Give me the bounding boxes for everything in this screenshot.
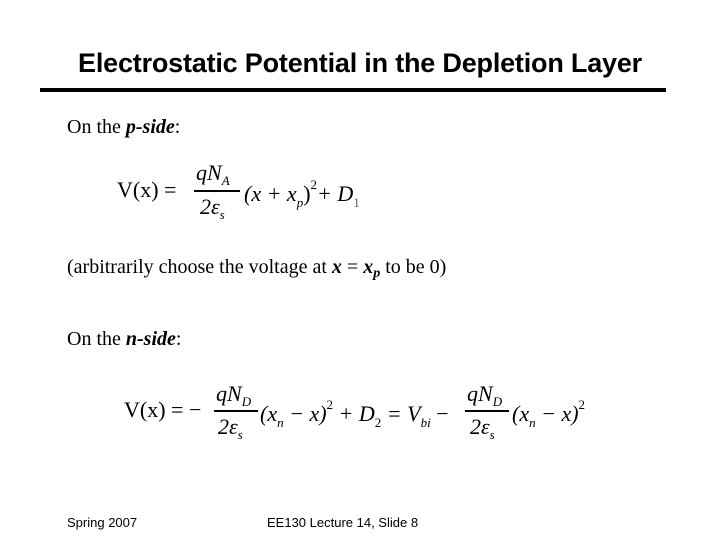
footer-lecture: EE130 Lecture 14, Slide 8 xyxy=(267,515,419,530)
eq2-denominator: $2\varepsilon_s$ xyxy=(218,414,243,442)
eq2-lhs: V(x) = − xyxy=(124,397,202,422)
eq2-denominator-2: $2\varepsilon_s$ xyxy=(470,414,495,442)
eq2-fraction-bar xyxy=(214,410,258,412)
n-side-prefix: On the xyxy=(67,328,126,350)
n-side-label: n-side xyxy=(125,328,176,350)
p-side-colon: : xyxy=(174,116,181,138)
footer-date: Spring 2007 xyxy=(67,515,138,530)
note-xp-sub: p xyxy=(373,266,381,281)
note-prefix: (arbitrarily choose the voltage at xyxy=(67,256,332,278)
voltage-note xyxy=(67,256,446,282)
p-side-heading xyxy=(67,116,180,139)
eq2-numerator: $qN_D$ xyxy=(216,381,252,409)
note-xp: x xyxy=(363,256,374,278)
note-suffix: to be 0) xyxy=(380,256,447,278)
eq1-fraction-bar xyxy=(194,190,240,192)
eq2-fraction-bar-2 xyxy=(465,410,509,412)
note-eq: = xyxy=(341,256,364,278)
eq1-numerator: $qN_A$ xyxy=(196,160,230,188)
eq1-denominator: $2\varepsilon_s$ xyxy=(200,194,225,222)
n-side-heading xyxy=(67,328,181,351)
eq1-lhs: V(x) = xyxy=(117,177,177,202)
p-side-prefix: On the xyxy=(67,116,126,138)
note-x: x xyxy=(331,256,342,278)
slide-title: Electrostatic Potential in the Depletion Layer xyxy=(78,48,642,78)
eq2-numerator-2: $qN_D$ xyxy=(467,381,503,409)
eq2-term-2: $(x_n - x)^2$ xyxy=(512,397,586,430)
eq1-term: $(x + x_p)^2+ D_1$ xyxy=(244,177,360,210)
p-side-label: p-side xyxy=(125,116,175,138)
title-rule xyxy=(40,88,666,92)
n-side-colon: : xyxy=(175,328,182,350)
eq2-term: $(x_n - x)^2 + D_2 = V_{bi}$ − xyxy=(260,397,449,430)
